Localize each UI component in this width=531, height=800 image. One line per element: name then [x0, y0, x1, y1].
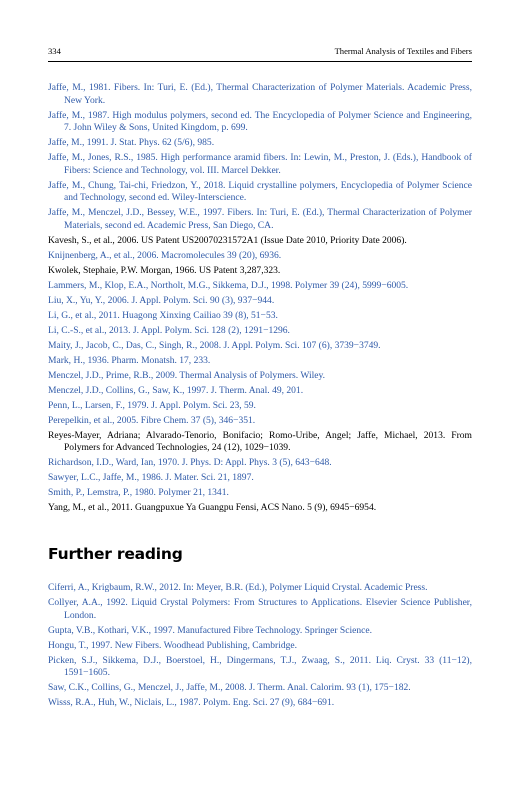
running-title: Thermal Analysis of Textiles and Fibers [334, 46, 472, 56]
reference-list [48, 82, 472, 517]
reference-entry[interactable]: Jaffe, M., 1991. J. Stat. Phys. 62 (5/6), 985. [48, 137, 215, 148]
reference-entry: Reyes-Mayer, Adriana; Alvarado-Tenorio, Bonifacio; Romo-Uribe, Angel; Jaffe, Michael, 2013. From Polymers for Advanced Technologies, 24 (12), 1029−1039. [48, 429, 472, 453]
reference-entry[interactable]: Jaffe, M., Menczel, J.D., Bessey, W.E., 1997. Fibers. In: Turi, E. (Ed.), Thermal Characterization of Polymer Materials, second ed. Academic Press, San Diego, CA. [48, 207, 472, 231]
reference-entry[interactable]: Maity, J., Jacob, C., Das, C., Singh, R., 2008. J. Appl. Polym. Sci. 107 (6), 3739−3749. [48, 339, 381, 351]
reference-entry[interactable]: Sawyer, L.C., Jaffe, M., 1986. J. Mater. Sci. 21, 1897. [48, 472, 254, 483]
reference-entry[interactable]: Jaffe, M., Chung, Tai-chi, Friedzon, Y., 2018. Liquid crystalline polymers, Encyclopedia of Polymer Science and Technology, second ed. Wiley-Interscience. [48, 179, 472, 203]
running-header [48, 46, 472, 60]
reference-entry[interactable]: Perepelkin, et al., 2005. Fibre Chem. 37 (5), 346−351. [48, 414, 256, 426]
reference-entry[interactable]: Lammers, M., Klop, E.A., Northolt, M.G., Sikkema, D.J., 1998. Polymer 39 (24), 5999−6005. [48, 279, 409, 291]
further-reading-entry[interactable]: Wisss, R.A., Huh, W., Niclais, L., 1987. Polym. Eng. Sci. 27 (9), 684−691. [48, 697, 335, 708]
reference-entry[interactable]: Li, C.-S., et al., 2013. J. Appl. Polym. Sci. 128 (2), 1291−1296. [48, 324, 290, 336]
header-rule [48, 61, 472, 62]
further-reading-entry[interactable]: Saw, C.K., Collins, G., Menczel, J., Jaffe, M., 2008. J. Therm. Anal. Calorim. 93 (1), 175−182. [48, 682, 411, 693]
further-reading-entry[interactable]: Gupta, V.B., Kothari, V.K., 1997. Manufactured Fibre Technology. Springer Science. [48, 624, 372, 636]
reference-entry[interactable]: Smith, P., Lemstra, P., 1980. Polymer 21, 1341. [48, 487, 229, 498]
reference-entry[interactable]: Menczel, J.D., Prime, R.B., 2009. Thermal Analysis of Polymers. Wiley. [48, 369, 326, 381]
reference-entry: Kwolek, Stephaie, P.W. Morgan, 1966. US Patent 3,287,323. [48, 264, 281, 276]
reference-entry: Kavesh, S., et al., 2006. US Patent US20070231572A1 (Issue Date 2010, Priority Date 2006). [48, 234, 407, 246]
further-reading-entry[interactable]: Picken, S.J., Sikkema, D.J., Boerstoel, H., Dingermans, T.J., Zwaag, S., 2011. Liq. Cryst. 33 (11−12), 1591−1605. [48, 654, 472, 678]
further-reading-entry[interactable]: Hongu, T., 1997. New Fibers. Woodhead Publishing, Cambridge. [48, 639, 298, 651]
reference-entry[interactable]: Penn, L., Larsen, F., 1979. J. Appl. Polym. Sci. 23, 59. [48, 399, 256, 411]
reference-entry[interactable]: Jaffe, M., 1987. High modulus polymers, second ed. The Encyclopedia of Polymer Science and Engineering, 7. John Wiley & Sons, United Kingdom, p. 699. [48, 109, 472, 133]
reference-entry[interactable]: Richardson, I.D., Ward, Ian, 1970. J. Phys. D: Appl. Phys. 3 (5), 643−648. [48, 457, 332, 468]
reference-entry[interactable]: Li, G., et al., 2011. Huagong Xinxing Cailiao 39 (8), 51−53. [48, 309, 278, 321]
page-number: 334 [48, 46, 61, 56]
reference-entry[interactable]: Liu, X., Yu, Y., 2006. J. Appl. Polym. Sci. 90 (3), 937−944. [48, 294, 275, 306]
reference-entry[interactable]: Menczel, J.D., Collins, G., Saw, K., 1997. J. Therm. Anal. 49, 201. [48, 384, 304, 396]
reference-entry[interactable]: Knijnenberg, A., et al., 2006. Macromolecules 39 (20), 6936. [48, 249, 282, 261]
reference-entry[interactable]: Mark, H., 1936. Pharm. Monatsh. 17, 233. [48, 354, 211, 366]
further-reading-list [48, 582, 472, 712]
further-reading-heading: Further reading [48, 545, 183, 563]
reference-entry[interactable]: Jaffe, M., Jones, R.S., 1985. High performance aramid fibers. In: Lewin, M., Preston, J. (Eds.), Handbook of Fibers: Science and Technology, vol. III. Marcel Dekker. [48, 152, 472, 176]
further-reading-entry[interactable]: Ciferri, A., Krigbaum, R.W., 2012. In: Meyer, B.R. (Ed.), Polymer Liquid Crystal. Academic Press. [48, 582, 428, 593]
further-reading-entry[interactable]: Collyer, A.A., 1992. Liquid Crystal Polymers: From Structures to Applications. Elsevier Science Publisher, London. [48, 597, 472, 621]
reference-entry: Yang, M., et al., 2011. Guangpuxue Ya Guangpu Fensi, ACS Nano. 5 (9), 6945−6954. [48, 502, 377, 513]
reference-entry[interactable]: Jaffe, M., 1981. Fibers. In: Turi, E. (Ed.), Thermal Characterization of Polymer Materials. Academic Press, New York. [48, 82, 472, 106]
